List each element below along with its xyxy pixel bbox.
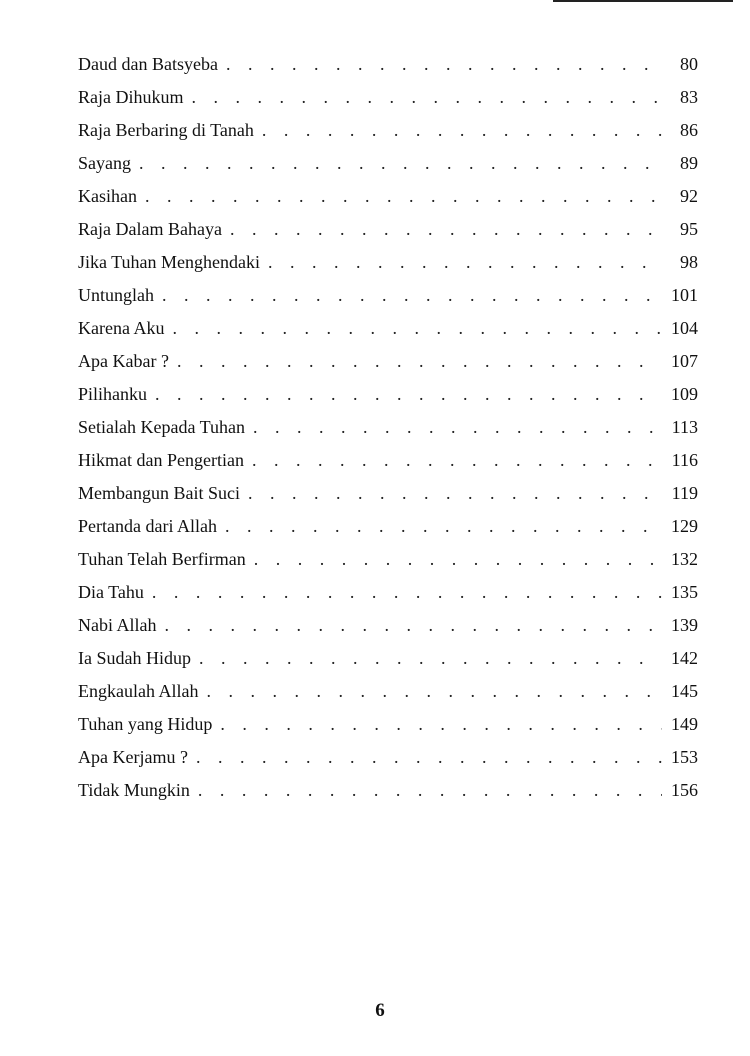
toc-leader-dots xyxy=(198,774,662,807)
toc-entry-title: Raja Dalam Bahaya xyxy=(78,219,222,239)
toc-entry xyxy=(78,312,698,345)
toc-leader-dots xyxy=(248,477,662,510)
toc-entry-title: Hikmat dan Pengertian xyxy=(78,450,244,470)
toc-leader-dots xyxy=(165,609,663,642)
toc-entry-page: 104 xyxy=(671,318,698,338)
toc-entry-title: Untunglah xyxy=(78,285,154,305)
toc-leader-dots xyxy=(139,147,662,180)
toc-entry xyxy=(78,246,698,279)
toc-entry xyxy=(78,444,698,477)
toc-entry-page: 86 xyxy=(680,120,698,140)
toc-entry-page: 109 xyxy=(671,384,698,404)
toc-entry-title: Pertanda dari Allah xyxy=(78,516,217,536)
toc-leader-dots xyxy=(225,510,662,543)
toc-leader-dots xyxy=(230,213,662,246)
toc-entry-page: 119 xyxy=(671,483,698,503)
top-rule xyxy=(553,0,733,2)
page-number: 6 xyxy=(375,1000,385,1021)
toc-entry-page: 142 xyxy=(671,648,698,668)
toc-entry xyxy=(78,81,698,114)
toc-entry-page: 80 xyxy=(680,54,698,74)
toc-leader-dots xyxy=(226,48,662,81)
toc-entry-page: 107 xyxy=(671,351,698,371)
toc-entry xyxy=(78,114,698,147)
toc-entry xyxy=(78,378,698,411)
toc-entry-title: Apa Kerjamu ? xyxy=(78,747,188,767)
toc-entry-page: 113 xyxy=(671,417,698,437)
toc-entry-title: Sayang xyxy=(78,153,131,173)
toc-leader-dots xyxy=(162,279,662,312)
toc-entry xyxy=(78,345,698,378)
toc-entry xyxy=(78,774,698,807)
toc-entry-page: 92 xyxy=(680,186,698,206)
toc-leader-dots xyxy=(177,345,662,378)
toc-entry-page: 129 xyxy=(671,516,698,536)
toc-leader-dots xyxy=(192,81,663,114)
toc-entry-title: Pilihanku xyxy=(78,384,148,404)
toc-leader-dots xyxy=(253,411,662,444)
toc-entry-page: 101 xyxy=(671,285,698,305)
toc-entry xyxy=(78,213,698,246)
toc-entry xyxy=(78,609,698,642)
toc-entry-title: Jika Tuhan Menghendaki xyxy=(78,252,260,272)
toc-entry-title: Raja Dihukum xyxy=(78,87,184,107)
toc-leader-dots xyxy=(145,180,662,213)
toc-entry xyxy=(78,147,698,180)
toc-entry xyxy=(78,675,698,708)
toc-entry-page: 116 xyxy=(671,450,698,470)
toc-entry-title: Daud dan Batsyeba xyxy=(78,54,218,74)
toc-entry xyxy=(78,741,698,774)
toc-entry-page: 132 xyxy=(671,549,698,569)
toc-leader-dots xyxy=(220,708,662,741)
toc-entry xyxy=(78,642,698,675)
toc-leader-dots xyxy=(206,675,662,708)
toc-entry-page: 98 xyxy=(680,252,698,272)
toc-entry-title: Raja Berbaring di Tanah xyxy=(78,120,254,140)
toc-leader-dots xyxy=(152,576,662,609)
toc-entry xyxy=(78,48,698,81)
toc-entry-title: Ia Sudah Hidup xyxy=(78,648,191,668)
toc-entry-title: Nabi Allah xyxy=(78,615,157,635)
toc-entry-page: 153 xyxy=(671,747,698,767)
toc-entry-title: Kasihan xyxy=(78,186,137,206)
toc-leader-dots xyxy=(172,312,662,345)
toc-entry-title: Engkaulah Allah xyxy=(78,681,199,701)
toc-entry-title: Tuhan yang Hidup xyxy=(78,714,213,734)
toc-entry-title: Membangun Bait Suci xyxy=(78,483,240,503)
toc-entry xyxy=(78,411,698,444)
toc-entry xyxy=(78,279,698,312)
toc-entry-page: 139 xyxy=(671,615,698,635)
toc-entry xyxy=(78,543,698,576)
toc-leader-dots xyxy=(155,378,662,411)
toc-entry-title: Karena Aku xyxy=(78,318,165,338)
toc-entry-page: 95 xyxy=(680,219,698,239)
toc-entry-title: Tuhan Telah Berfirman xyxy=(78,549,246,569)
toc-leader-dots xyxy=(196,741,662,774)
toc-entry-page: 135 xyxy=(671,582,698,602)
toc-entry xyxy=(78,510,698,543)
toc-entry-page: 156 xyxy=(671,780,698,800)
toc-leader-dots xyxy=(199,642,662,675)
toc-entry xyxy=(78,477,698,510)
toc-leader-dots xyxy=(254,543,662,576)
toc-entry-title: Apa Kabar ? xyxy=(78,351,169,371)
toc-entry-page: 145 xyxy=(671,681,698,701)
toc-leader-dots xyxy=(268,246,662,279)
toc-entry xyxy=(78,576,698,609)
toc-leader-dots xyxy=(252,444,662,477)
toc-entry-page: 83 xyxy=(680,87,698,107)
table-of-contents xyxy=(78,48,698,807)
toc-entry-title: Setialah Kepada Tuhan xyxy=(78,417,245,437)
toc-entry-title: Tidak Mungkin xyxy=(78,780,190,800)
toc-entry-page: 149 xyxy=(671,714,698,734)
toc-entry xyxy=(78,180,698,213)
toc-leader-dots xyxy=(262,114,662,147)
toc-entry-title: Dia Tahu xyxy=(78,582,144,602)
toc-entry-page: 89 xyxy=(680,153,698,173)
toc-entry xyxy=(78,708,698,741)
